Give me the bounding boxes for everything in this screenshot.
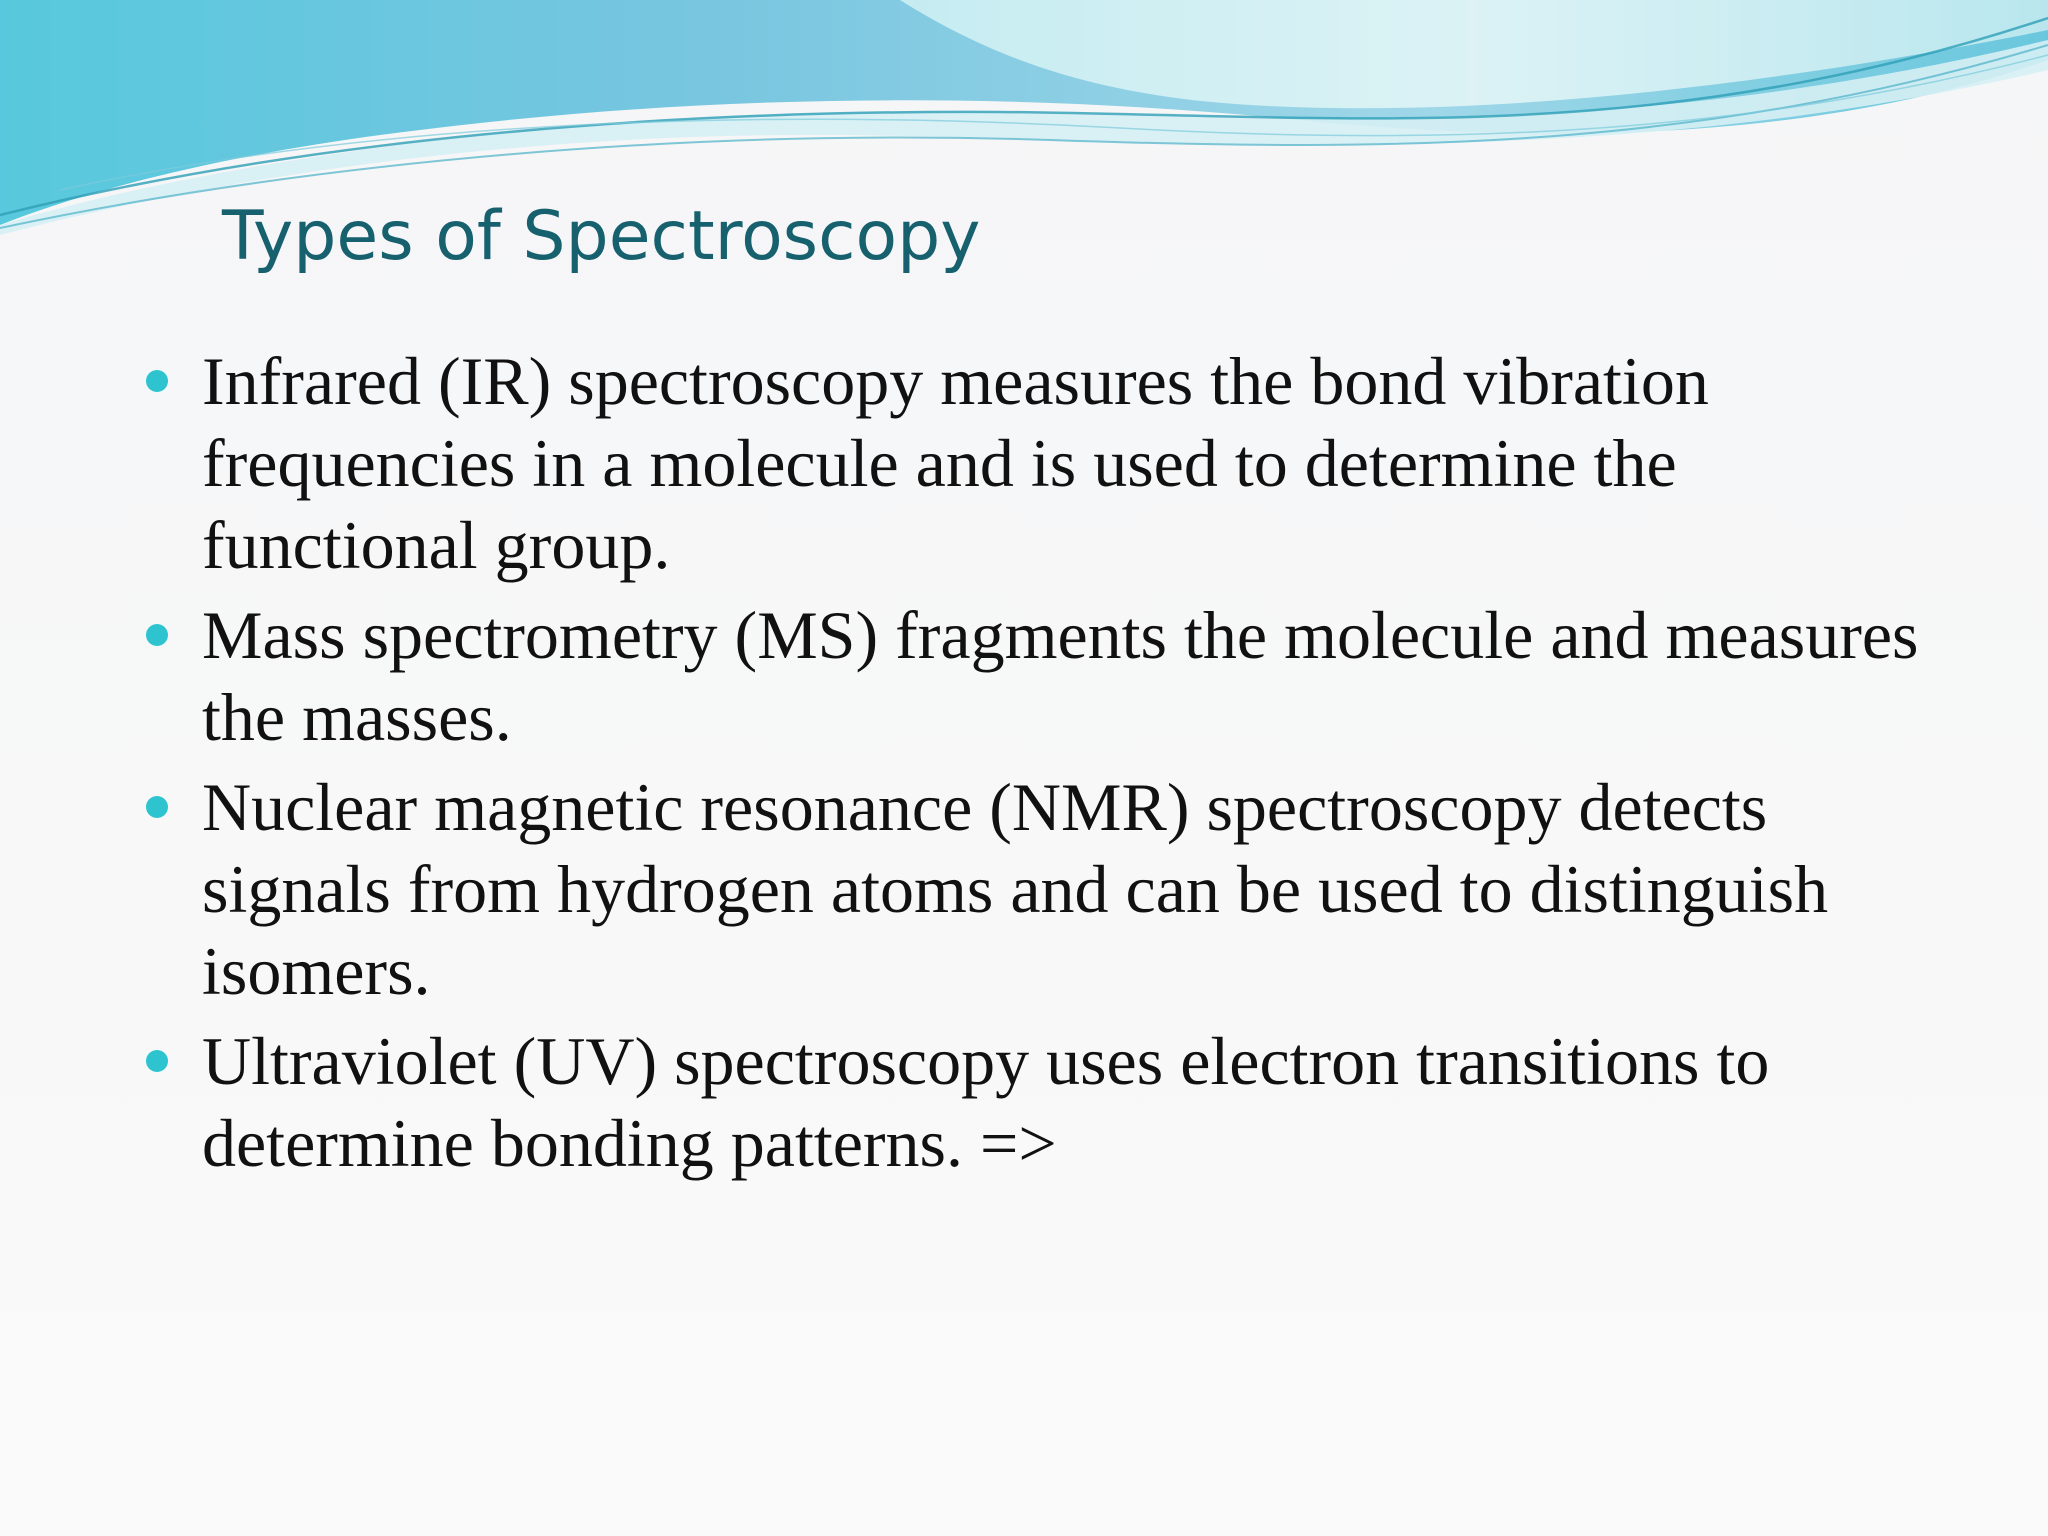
bullet-dot-icon xyxy=(146,796,168,818)
list-item xyxy=(142,594,1942,758)
bullet-dot-icon xyxy=(146,370,168,392)
bullet-list xyxy=(142,340,1942,1192)
bullet-dot-icon xyxy=(146,1050,168,1072)
list-item xyxy=(142,340,1942,586)
slide-title: Types of Spectroscopy xyxy=(222,197,981,276)
list-item xyxy=(142,1020,1942,1184)
bullet-text: Ultraviolet (UV) spectroscopy uses electron transitions to determine bonding patterns. => xyxy=(202,1023,1770,1181)
bullet-text: Mass spectrometry (MS) fragments the molecule and measures the masses. xyxy=(202,597,1919,755)
bullet-dot-icon xyxy=(146,624,168,646)
bullet-text: Infrared (IR) spectroscopy measures the bond vibration frequencies in a molecule and is used to determine the functional group. xyxy=(202,343,1709,583)
bullet-text: Nuclear magnetic resonance (NMR) spectroscopy detects signals from hydrogen atoms and can be used to distinguish isomers. xyxy=(202,769,1829,1009)
list-item xyxy=(142,766,1942,1012)
